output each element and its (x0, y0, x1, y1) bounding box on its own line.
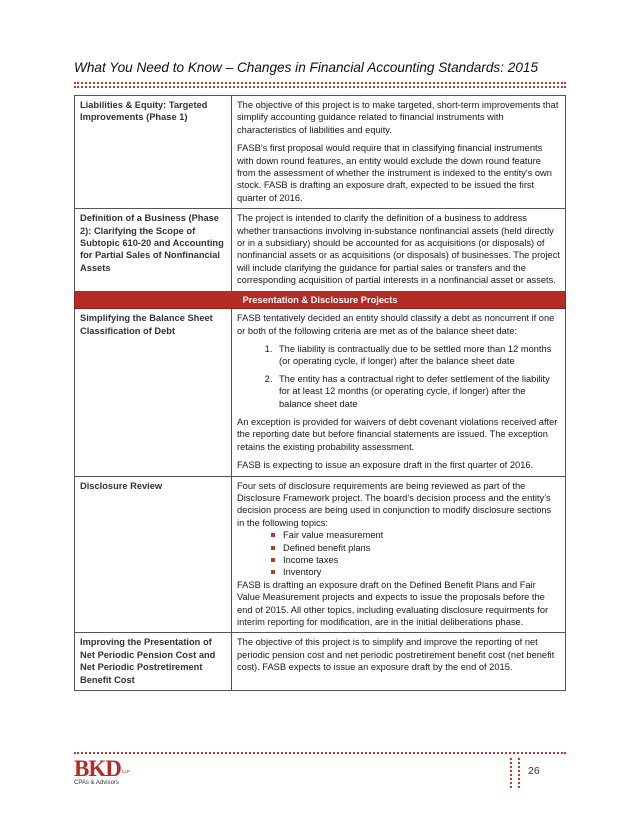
table-row (75, 309, 566, 476)
topic-label: Defined benefit plans (283, 542, 371, 553)
bullet-square-icon (271, 546, 275, 550)
table-row (75, 633, 566, 691)
logo-wordmark: BKD (74, 756, 121, 781)
bkd-logo (74, 758, 134, 788)
table-row (75, 96, 566, 209)
topics-list (237, 529, 560, 579)
bullet-square-icon (271, 533, 275, 537)
project-label: Improving the Presentation of Net Periodic Pension Cost and Net Periodic Postretirement Benefit Cost (75, 633, 232, 691)
document-header-title: What You Need to Know – Changes in Financial Accounting Standards: 2015 (74, 60, 538, 75)
logo-llp: LLP (122, 769, 131, 774)
description-paragraph: The objective of this project is to make targeted, short-term improvements that simplify accounting guidance related to financial instruments with characteristics of liabilities and equity. (237, 100, 559, 135)
table-row (75, 209, 566, 291)
project-label: Simplifying the Balance Sheet Classification of Debt (75, 309, 232, 476)
criteria-item: 2. The entity has a contractual right to defer settlement of the liability for at least 12 months (or operating cycle, if longer) after the balance sheet date (275, 373, 560, 410)
description-paragraph: FASB is expecting to issue an exposure draft in the first quarter of 2016. (237, 460, 534, 471)
topic-item (271, 554, 560, 566)
description-paragraph: FASB tentatively decided an entity should classify a debt as noncurrent if one or both of the following criteria are met as of the balance sheet date: (237, 313, 555, 336)
topic-item (271, 529, 560, 541)
project-description (232, 309, 566, 476)
description-paragraph: FASB is drafting an exposure draft on the Defined Benefit Plans and Fair Value Measurement projects and expects to issue the proposals before the end of 2015. All other topics, including evaluating disclosure requirments for interim reporting for modification, are in the initial deliberations phase. (237, 579, 549, 628)
table-row (75, 476, 566, 633)
project-label: Liabilities & Equity: Targeted Improvements (Phase 1) (75, 96, 232, 209)
header-divider (74, 82, 566, 84)
header-divider-secondary (74, 86, 566, 88)
topic-item (271, 566, 560, 578)
project-description (232, 209, 566, 291)
description-paragraph: The project is intended to clarify the definition of a business to address whether transactions involving in-substance nonfinancial assets (held directly or in a subsidiary) should be accounted for as acquisitions (or disposals) of nonfinancial assets or as acquisitions (or disposals) of businesses. The project will include clarifying the guidance for partial sales or transfers and the corresponding acquisition of partial interests in a nonfinancial asset or assets. (237, 213, 560, 286)
logo-tagline: CPAs & Advisors (74, 780, 119, 786)
footer-dotted-separator (510, 758, 520, 788)
criteria-item: 1. The liability is contractually due to be settled more than 12 months (or operating cycle, if longer) after the balance sheet date (275, 343, 560, 368)
topic-label: Income taxes (283, 555, 339, 565)
description-paragraph: FASB’s first proposal would require that in classifying financial instruments with down round features, an entity would exclude the down round feature from the assessment of whether the instrument is indexed to the entity's own stock. FASB is drafting an exposure draft, expected to be issued the first quarter of 2016. (237, 143, 552, 203)
bullet-square-icon (271, 570, 275, 574)
topic-label: Fair value measurement (283, 530, 384, 541)
topic-item (271, 542, 560, 554)
project-description (232, 96, 566, 209)
project-label: Definition of a Business (Phase 2): Clarifying the Scope of Subtopic 610-20 and Accounting for Partial Sales of Nonfinancial Assets (75, 209, 232, 291)
description-paragraph: Four sets of disclosure requirements are being reviewed as part of the Disclosure Framework project. The board’s decision process and the entity’s decision process are being used in conjunction to modify disclosure sections in the following topics: (237, 480, 552, 528)
section-header-row (75, 291, 566, 308)
criteria-list (237, 343, 560, 410)
project-description (232, 633, 566, 691)
topic-label: Inventory (283, 567, 322, 578)
section-title: Presentation & Disclosure Projects (75, 291, 566, 308)
standards-table (74, 95, 566, 691)
footer-divider (74, 752, 566, 754)
description-paragraph: The objective of this project is to simplify and improve the reporting of net periodic pension cost and net periodic postretirement benefit cost (net benefit cost). FASB expects to issue an exposure draft by the end of 2015. (237, 637, 555, 673)
project-description (232, 476, 566, 633)
page-number: 26 (528, 765, 540, 777)
description-paragraph: An exception is provided for waivers of debt covenant violations received after the reporting date but before financial statements are issued. The exception retains the existing probability assessment. (237, 416, 558, 452)
bullet-square-icon (271, 558, 275, 562)
project-label: Disclosure Review (75, 476, 232, 633)
